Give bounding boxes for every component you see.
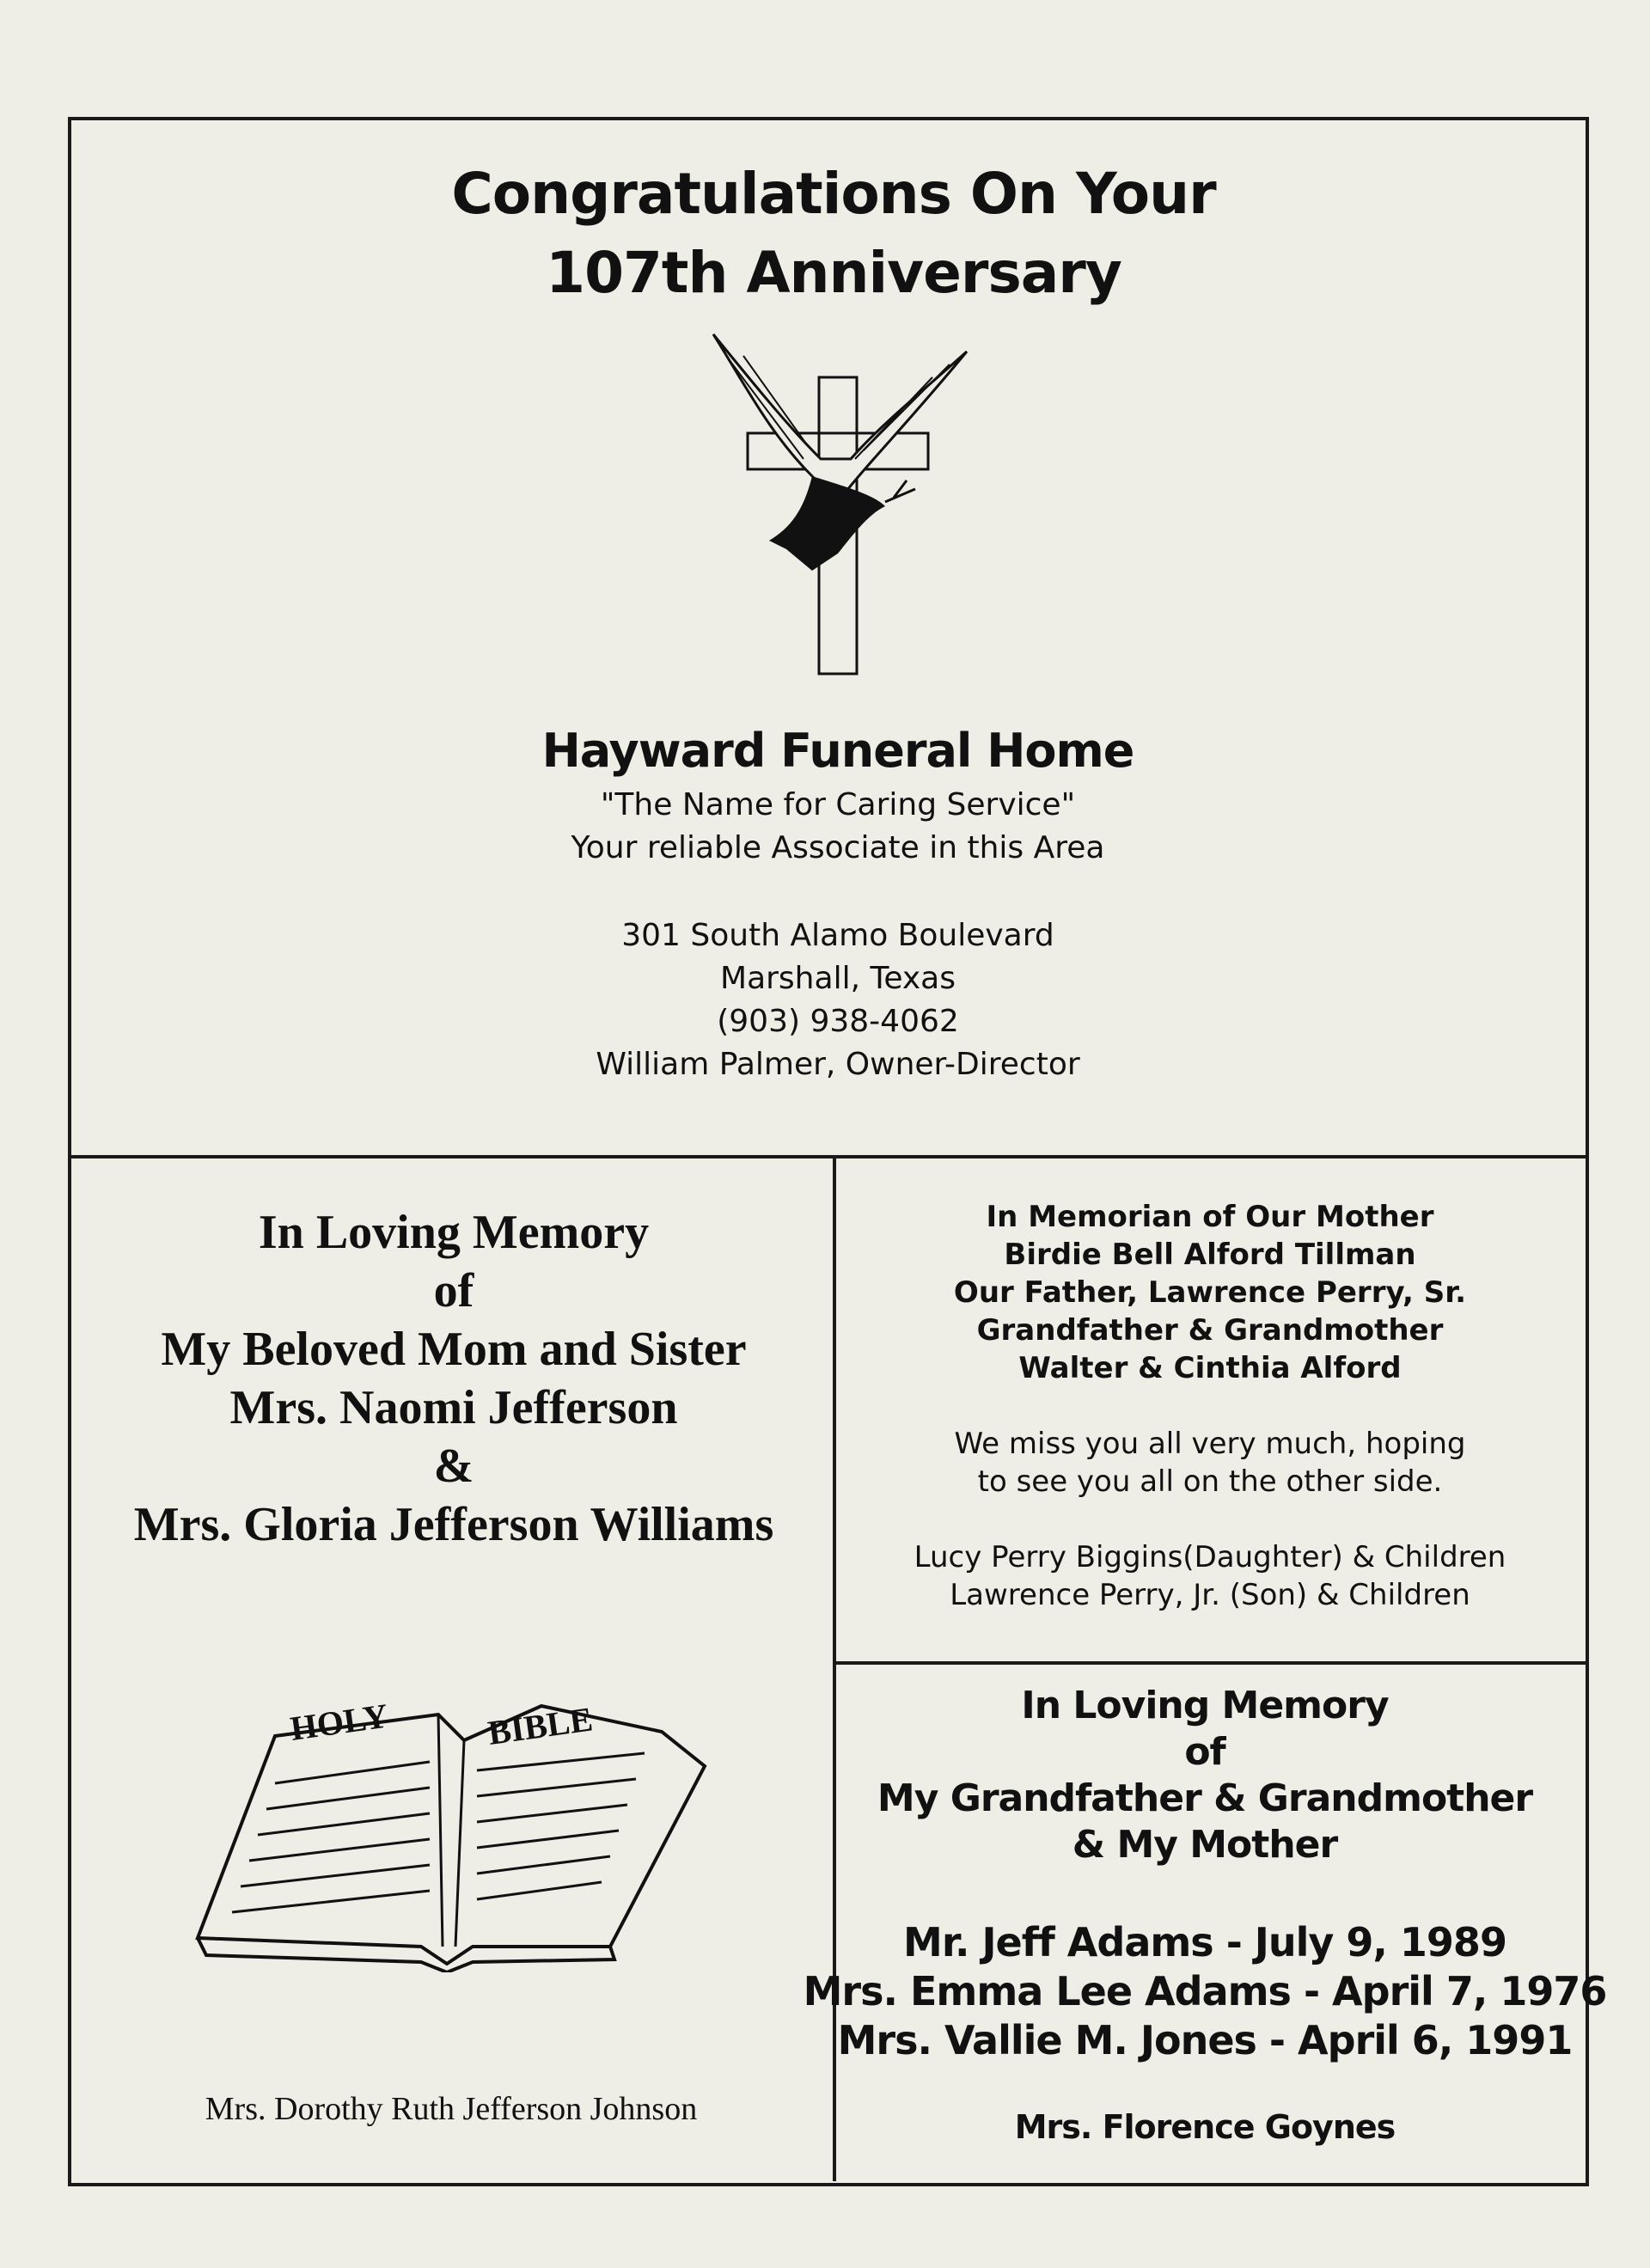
- memorial-names: [804, 1918, 1607, 2065]
- name-line: Mr. Jeff Adams - July 9, 1989: [903, 1919, 1506, 1965]
- heading-line: Grandfather & Grandmother: [976, 1313, 1444, 1348]
- funeral-home-name: Hayward Funeral Home: [541, 724, 1134, 778]
- heading-line: Our Father, Lawrence Perry, Sr.: [953, 1275, 1467, 1310]
- message-line: We miss you all very much, hoping: [954, 1427, 1466, 1461]
- heading-line: In Memorian of Our Mother: [986, 1200, 1434, 1234]
- tribute-line: My Beloved Mom and Sister: [161, 1323, 747, 1376]
- title-line: Congratulations On Your: [451, 161, 1216, 227]
- horizontal-divider: [68, 1155, 1586, 1158]
- svg-text:HOLY: HOLY: [287, 1696, 391, 1748]
- tribute-line: In Loving Memory: [258, 1206, 650, 1259]
- dove-cross-icon: [709, 330, 971, 678]
- heading-line: of: [1184, 1730, 1225, 1774]
- memorian-heading: [954, 1198, 1466, 1387]
- left-tribute-signature: Mrs. Dorothy Ruth Jefferson Johnson: [205, 2091, 698, 2127]
- address: 301 South Alamo Boulevard: [621, 918, 1054, 953]
- funeral-home-tagline: [571, 784, 1105, 870]
- tribute-line: Mrs. Gloria Jefferson Williams: [133, 1498, 774, 1551]
- heading-line: & My Mother: [1072, 1823, 1338, 1867]
- signature-line: Lawrence Perry, Jr. (Son) & Children: [950, 1578, 1470, 1612]
- message-line: to see you all on the other side.: [977, 1464, 1443, 1499]
- holy-bible-icon: [180, 1689, 718, 1972]
- right-bottom-signature: Mrs. Florence Goynes: [1014, 2108, 1396, 2146]
- heading-line: My Grandfather & Grandmother: [877, 1776, 1533, 1820]
- svg-text:BIBLE: BIBLE: [485, 1699, 596, 1752]
- right-divider: [833, 1661, 1586, 1665]
- heading-line: Birdie Bell Alford Tillman: [1004, 1238, 1416, 1272]
- phone: (903) 938-4062: [717, 1004, 959, 1039]
- director: William Palmer, Owner-Director: [596, 1047, 1080, 1082]
- memorian-message: [955, 1425, 1466, 1501]
- tribute-line: Mrs. Naomi Jefferson: [229, 1381, 678, 1434]
- anniversary-title: [451, 155, 1215, 313]
- city: Marshall, Texas: [720, 961, 956, 996]
- heading-line: In Loving Memory: [1021, 1684, 1389, 1727]
- subtitle: Your reliable Associate in this Area: [571, 830, 1105, 865]
- memorian-signatures: [914, 1538, 1506, 1614]
- left-tribute-heading: [134, 1203, 774, 1554]
- tribute-line: &: [433, 1440, 474, 1493]
- signature-line: Lucy Perry Biggins(Daughter) & Children: [914, 1540, 1506, 1574]
- loving-memory-heading: [877, 1683, 1532, 1868]
- heading-line: Walter & Cinthia Alford: [1018, 1351, 1402, 1385]
- tagline: "The Name for Caring Service": [600, 787, 1076, 822]
- funeral-home-address: [596, 914, 1079, 1086]
- tribute-line: of: [433, 1264, 474, 1317]
- name-line: Mrs. Emma Lee Adams - April 7, 1976: [803, 1968, 1607, 2014]
- title-line: 107th Anniversary: [546, 240, 1121, 306]
- name-line: Mrs. Vallie M. Jones - April 6, 1991: [837, 2017, 1573, 2063]
